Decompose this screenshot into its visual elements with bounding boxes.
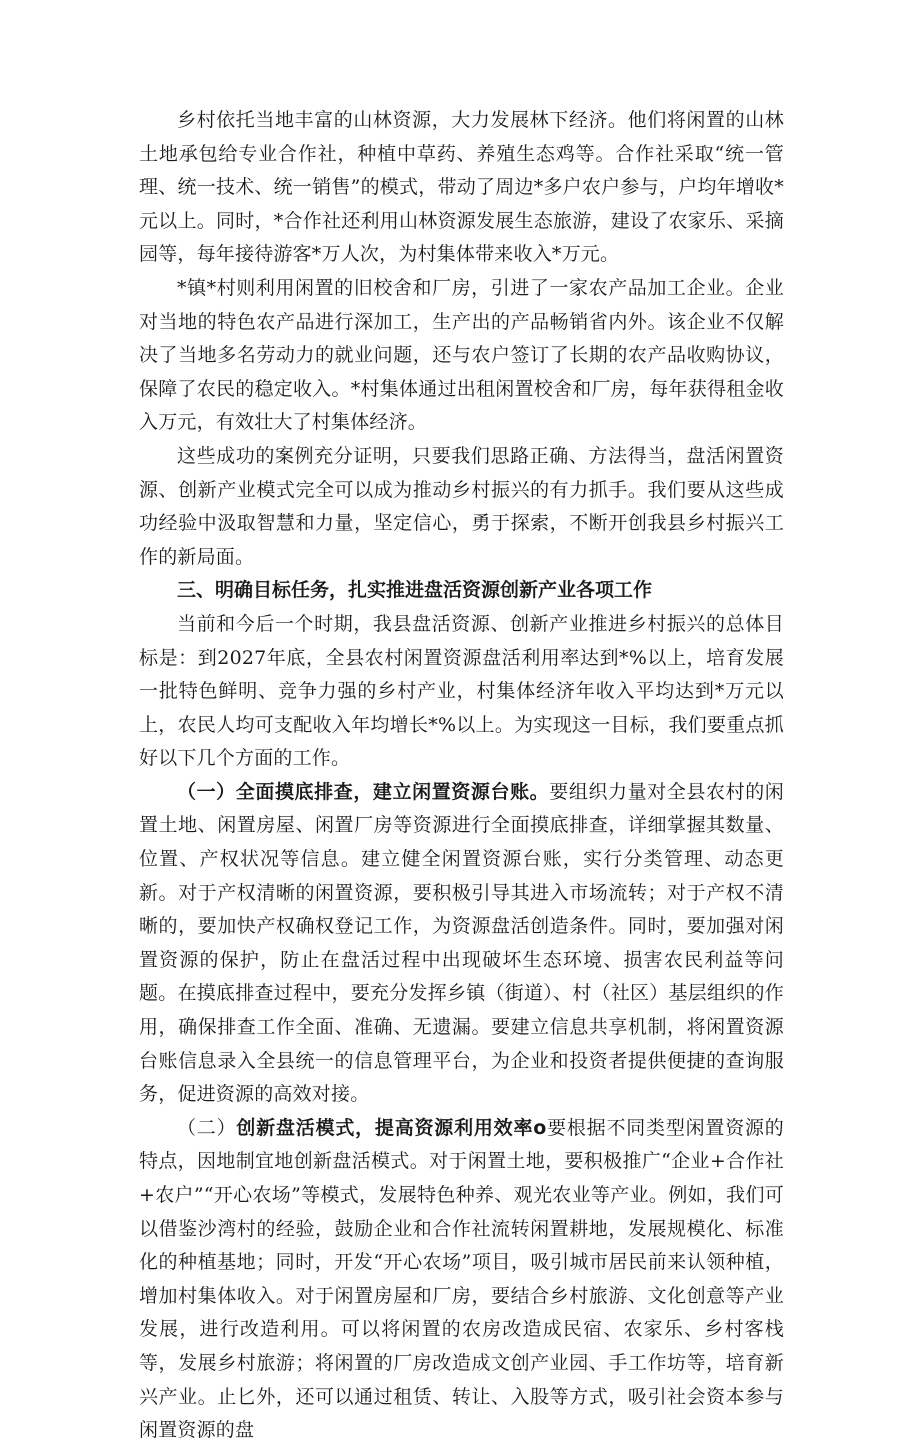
section-heading-3: 三、明确目标任务，扎实推进盘活资源创新产业各项工作 (177, 579, 653, 602)
task-2-body: 要根据不同类型闲置资源的特点，因地制宜地创新盘活模式。对于闲置土地，要积极推广“企业+合作社+农户”“开心农场”等模式，发展特色种养、观光农业等产业。例如，我们可以借鉴沙湾村的经验，鼓励企业和合作社流转闲置耕地，发展规模化、标准化的种植基地；同时，开发“开心农场”项目，吸引城市居民前来认领种植，增加村集体收入。对于闲置房屋和厂房，要结合乡村旅游、文化创意等产业发展，进行改造利用。可以将闲置的农房改造成民宿、农家乐、乡村客栈等，发展乡村旅游；将闲置的厂房改造成文创产业园、手工作坊等，培育新兴产业。止匕外，还可以通过租赁、转让、入股等方式，吸引社会资本参与闲置资源的盘 (139, 1116, 784, 1442)
paragraph-case-summary: 这些成功的案例充分证明，只要我们思路正确、方法得当，盘活闲置资源、创新产业模式完全可以成为推动乡村振兴的有力抓手。我们要从这些成功经验中汲取智慧和力量，坚定信心，勇于探索，不断开创我县乡村振兴工作的新局面。 (139, 444, 784, 568)
paragraph-processing-enterprise: *镇*村则利用闲置的旧校舍和厂房，引进了一家农产品加工企业。企业对当地的特色农产品进行深加工，生产出的产品畅销省内外。该企业不仅解决了当地多名劳动力的就业问题，还与农户签订了长期的农产品收购协议，保障了农民的稳定收入。*村集体通过出租闲置校舍和厂房，每年获得租金收入万元，有效壮大了村集体经济。 (139, 276, 784, 434)
task-2-prefix: （二） (177, 1116, 237, 1139)
paragraph-overall-goal: 当前和今后一个时期，我县盘活资源、创新产业推进乡村振兴的总体目标是：到2027年底，全县农村闲置资源盘活利用率达到*%以上，培育发展一批特色鲜明、竞争力强的乡村产业，村集体经济年收入平均达到*万元以上，农民人均可支配收入年均增长*%以上。为实现这一目标，我们要重点抓好以下几个方面的工作。 (139, 612, 784, 770)
paragraph-task-1 (139, 776, 784, 1112)
document-page (139, 104, 784, 1448)
task-1-body: 要组织力量对全县农村的闲置土地、闲置房屋、闲置厂房等资源进行全面摸底排查，详细掌握其数量、位置、产权状况等信息。建立健全闲置资源台账，实行分类管理、动态更新。对于产权清晰的闲置资源，要积极引导其进入市场流转；对于产权不清晰的，要加快产权确权登记工作，为资源盘活创造条件。同时，要加强对闲置资源的保护，防止在盘活过程中出现破坏生态环境、损害农民利益等问题。在摸底排查过程中，要充分发挥乡镇（街道）、村（社区）基层组织的作用，确保排查工作全面、准确、无遗漏。要建立信息共享机制，将闲置资源台账信息录入全县统一的信息管理平台，为企业和投资者提供便捷的查询服务，促进资源的高效对接。 (139, 780, 784, 1106)
task-2-lead: 创新盘活模式，提高资源利用效率o (236, 1116, 547, 1139)
paragraph-task-2 (139, 1112, 784, 1448)
task-1-lead: （一）全面摸底排查，建立闲置资源台账。 (177, 780, 550, 803)
paragraph-forest-economy: 乡村依托当地丰富的山林资源，大力发展林下经济。他们将闲置的山林土地承包给专业合作社，种植中草药、养殖生态鸡等。合作社采取“统一管理、统一技术、统一销售”的模式，带动了周边*多户农户参与，户均年增收*元以上。同时，*合作社还利用山林资源发展生态旅游，建设了农家乐、采摘园等，每年接待游客*万人次，为村集体带来收入*万元。 (139, 109, 784, 266)
